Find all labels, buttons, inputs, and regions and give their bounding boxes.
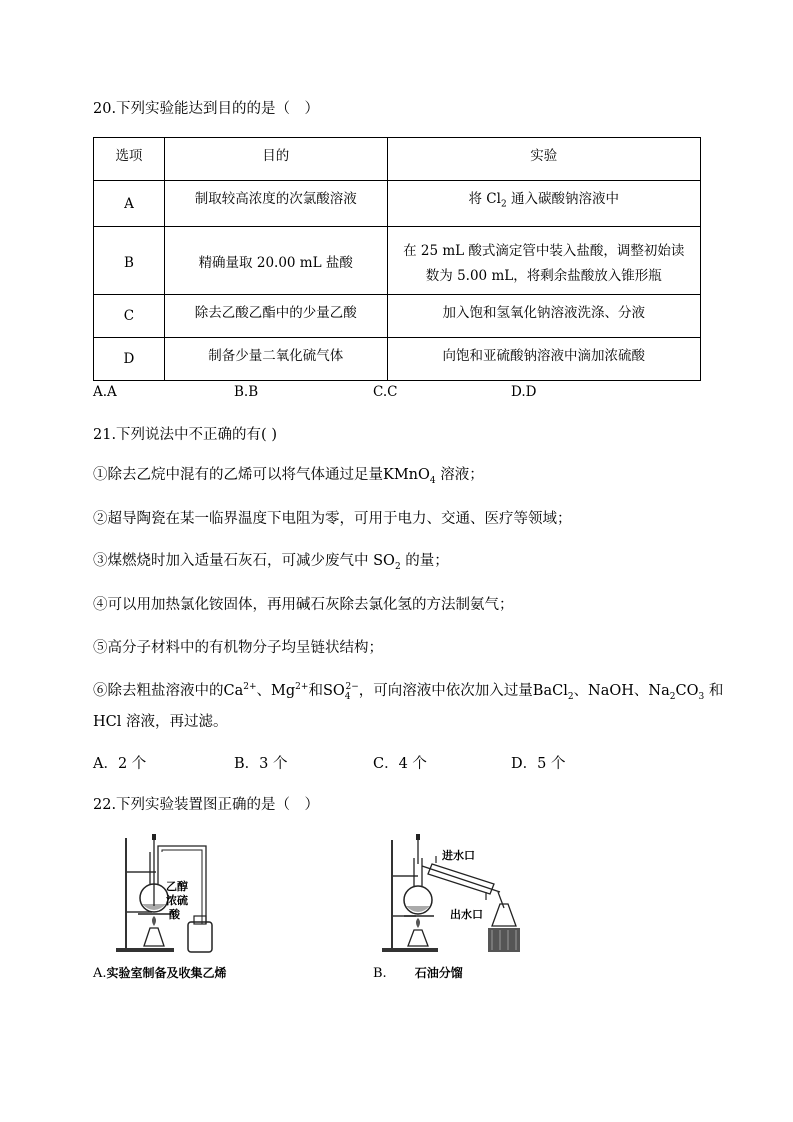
row-option: C [94,295,165,338]
q20-option-a[interactable]: A.A [93,384,117,400]
q22-title: 22.下列实验装置图正确的是（ ） [93,797,320,813]
row-experiment: 向饱和亚硫酸钠溶液中滴加浓硫酸 [387,338,700,381]
q21-statement-3: ③煤燃烧时加入适量石灰石，可减少废气中 $SO_2$ 的量； [93,553,449,572]
q21-statement-1: ①除去乙烷中混有的乙烯可以将气体通过足量KMnO$_4$ 溶液； [93,467,484,486]
q21-option-c[interactable]: C．4 个 [373,756,427,772]
row-goal: 制备少量二氧化硫气体 [164,338,387,381]
label-conc-sulfuric-1: 浓硫 [166,894,188,907]
q21-statement-2: ②超导陶瓷在某一临界温度下电阻为零，可用于电力、交通、医疗等领域； [93,511,572,527]
table-header-row [94,138,701,181]
header-option: 选项 [94,138,165,181]
q21-option-d[interactable]: D．5 个 [511,756,566,772]
label-ethanol: 乙醇 [166,880,188,893]
q20-option-d[interactable]: D.D [511,384,537,400]
row-experiment: 将 $Cl_2$ 通入碳酸钠溶液中 [387,181,700,227]
table-row [94,338,701,381]
row-option: B [94,227,165,295]
row-goal: 除去乙酸乙酯中的少量乙酸 [164,295,387,338]
header-experiment: 实验 [387,138,700,181]
apparatus-b [378,830,538,970]
apparatus-a [96,830,256,980]
table-row [94,181,701,227]
row-experiment: 加入饱和氢氧化钠溶液洗涤、分液 [387,295,700,338]
q21-option-b[interactable]: B．3 个 [234,756,288,772]
label-water-outlet: 出水口 [450,908,483,921]
q20-option-b[interactable]: B.B [234,384,259,400]
header-goal: 目的 [164,138,387,181]
q21-statement-5: ⑤高分子材料中的有机物分子均呈链状结构； [93,640,383,656]
row-goal: 精确量取 20.00 mL 盐酸 [164,227,387,295]
q21-title: 21.下列说法中不正确的有( ) [93,427,277,443]
option-a-caption[interactable]: A.实验室制备及收集乙烯 [93,966,227,981]
label-conc-sulfuric-2: 酸 [169,908,180,921]
label-water-inlet: 进水口 [442,849,475,862]
q21-option-a[interactable]: A．2 个 [93,756,147,772]
q21-statement-4: ④可以用加热氯化铵固体，再用碱石灰除去氯化氢的方法制氨气； [93,597,514,613]
row-option: A [94,181,165,227]
row-experiment: 在 25 mL 酸式滴定管中装入盐酸，调整初始读 数为 5.00 mL，将剩余盐酸放入锥形瓶 [387,227,700,295]
q21-statement-6: ⑥除去粗盐溶液中的$Ca^{2+}$、$Mg^{2+}$和$SO_4^{2-}$，可向溶液中依次加入过量BaCl$_2$、NaOH、$Na_2CO_3$ 和 [93,682,724,702]
q20-table [93,137,701,381]
q20-title: 20.下列实验能达到目的的是（ ） [93,101,320,117]
row-option: D [94,338,165,381]
q21-statement-6-line2: HCl 溶液，再过滤。 [93,714,228,730]
row-goal: 制取较高浓度的次氯酸溶液 [164,181,387,227]
option-b-caption[interactable]: B. 石油分馏 [373,966,463,981]
table-row [94,227,701,295]
q20-option-c[interactable]: C.C [373,384,398,400]
table-row [94,295,701,338]
